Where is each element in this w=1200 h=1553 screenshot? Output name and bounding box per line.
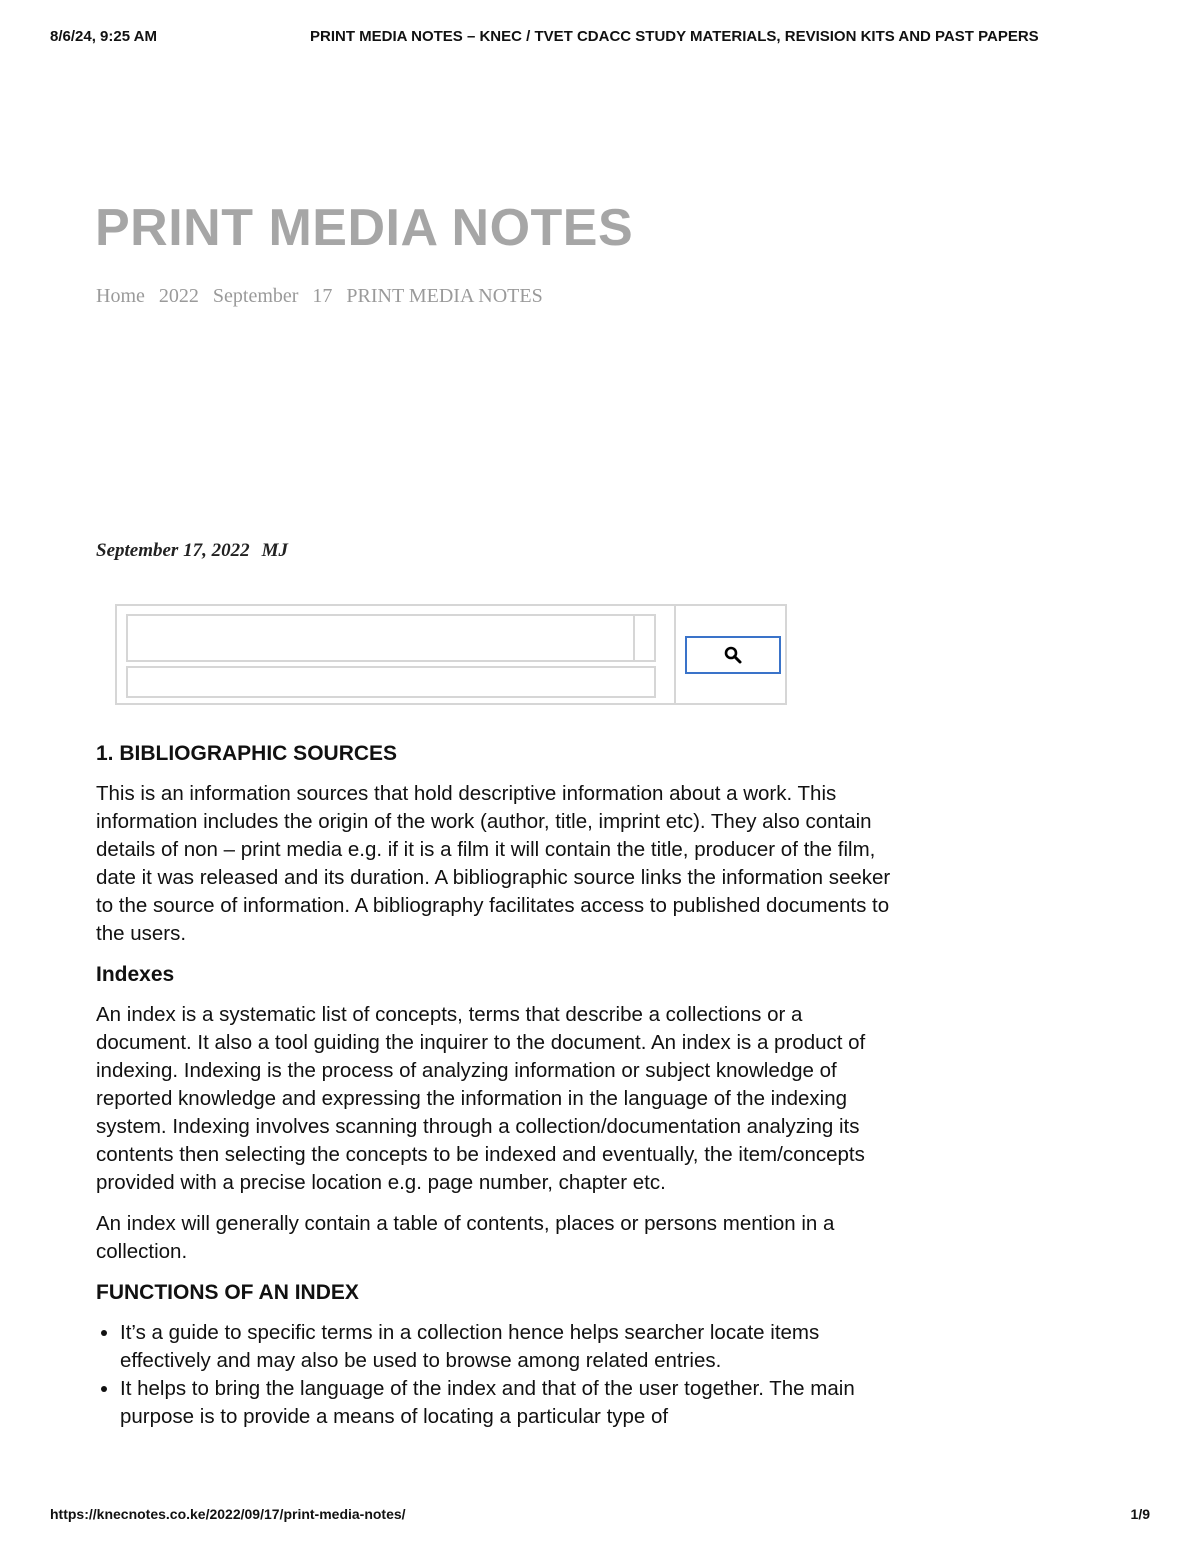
search-button[interactable] [685, 636, 781, 674]
paragraph-intro: This is an information sources that hold descriptive information about a work. This information includes the origin of the work (author, title, imprint etc). They also contain details of non – print media e.g. if it is a film it will contain the title, producer of the film, date it was released and its duration. A bibliographic source links the information seeker to the source of information. A bibliography facilitates access to published documents to the users. [96, 782, 891, 945]
print-page-number: 1/9 [1130, 1506, 1150, 1522]
paragraph-indexes-contents: An index will generally contain a table of contents, places or persons mention in a collection. [96, 1212, 835, 1263]
search-icon [723, 645, 743, 665]
print-header [50, 28, 1150, 48]
breadcrumb [96, 285, 543, 308]
search-suggestions-row [126, 666, 656, 698]
post-date[interactable]: September 17, 2022 [96, 540, 250, 561]
list-item: • It helps to bring the language of the index and that of the user together. The main purpose is to provide a means of locating a particular type of [120, 1375, 896, 1431]
breadcrumb-year[interactable]: 2022 [158, 285, 199, 307]
breadcrumb-month[interactable]: September [212, 285, 299, 307]
functions-list [96, 1319, 896, 1431]
print-datetime: 8/6/24, 9:25 AM [50, 28, 157, 45]
paragraph-indexes-definition: An index is a systematic list of concepts, terms that describe a collections or a document. It also a tool guiding the inquirer to the document. An index is a product of indexing. Indexing is the process of analyzing information or subject knowledge of reported knowledge and expressing the information in the language of the indexing system. Indexing involves scanning through a collection/documentation analyzing its contents then selecting the concepts to be indexed and eventually, the item/concepts provided with a precise location e.g. page number, chapter etc. [96, 1003, 866, 1194]
section-heading-bibliographic-sources: 1. BIBLIOGRAPHIC SOURCES [96, 742, 398, 765]
breadcrumb-home[interactable]: Home [96, 285, 145, 307]
subheading-functions-of-an-index: FUNCTIONS OF AN INDEX [96, 1281, 359, 1304]
list-item: • It’s a guide to specific terms in a collection hence helps searcher locate items effectively and may also be used to browse among related entries. [120, 1319, 896, 1375]
search-divider [674, 606, 676, 703]
search-input-clear-area [633, 614, 656, 662]
print-footer [50, 1506, 1150, 1526]
search-input[interactable] [126, 614, 656, 662]
breadcrumb-current: PRINT MEDIA NOTES [346, 285, 543, 307]
breadcrumb-day[interactable]: 17 [312, 285, 333, 307]
search-widget [115, 604, 787, 705]
print-url: https://knecnotes.co.ke/2022/09/17/print-media-notes/ [50, 1506, 406, 1522]
subheading-indexes: Indexes [96, 963, 175, 986]
post-meta [96, 540, 288, 562]
page-title: PRINT MEDIA NOTES [95, 199, 634, 257]
print-document-title: PRINT MEDIA NOTES – KNEC / TVET CDACC STUDY MATERIALS, REVISION KITS AND PAST PAPERS [310, 28, 1039, 45]
post-author[interactable]: MJ [261, 540, 288, 561]
article-body [96, 740, 896, 1431]
